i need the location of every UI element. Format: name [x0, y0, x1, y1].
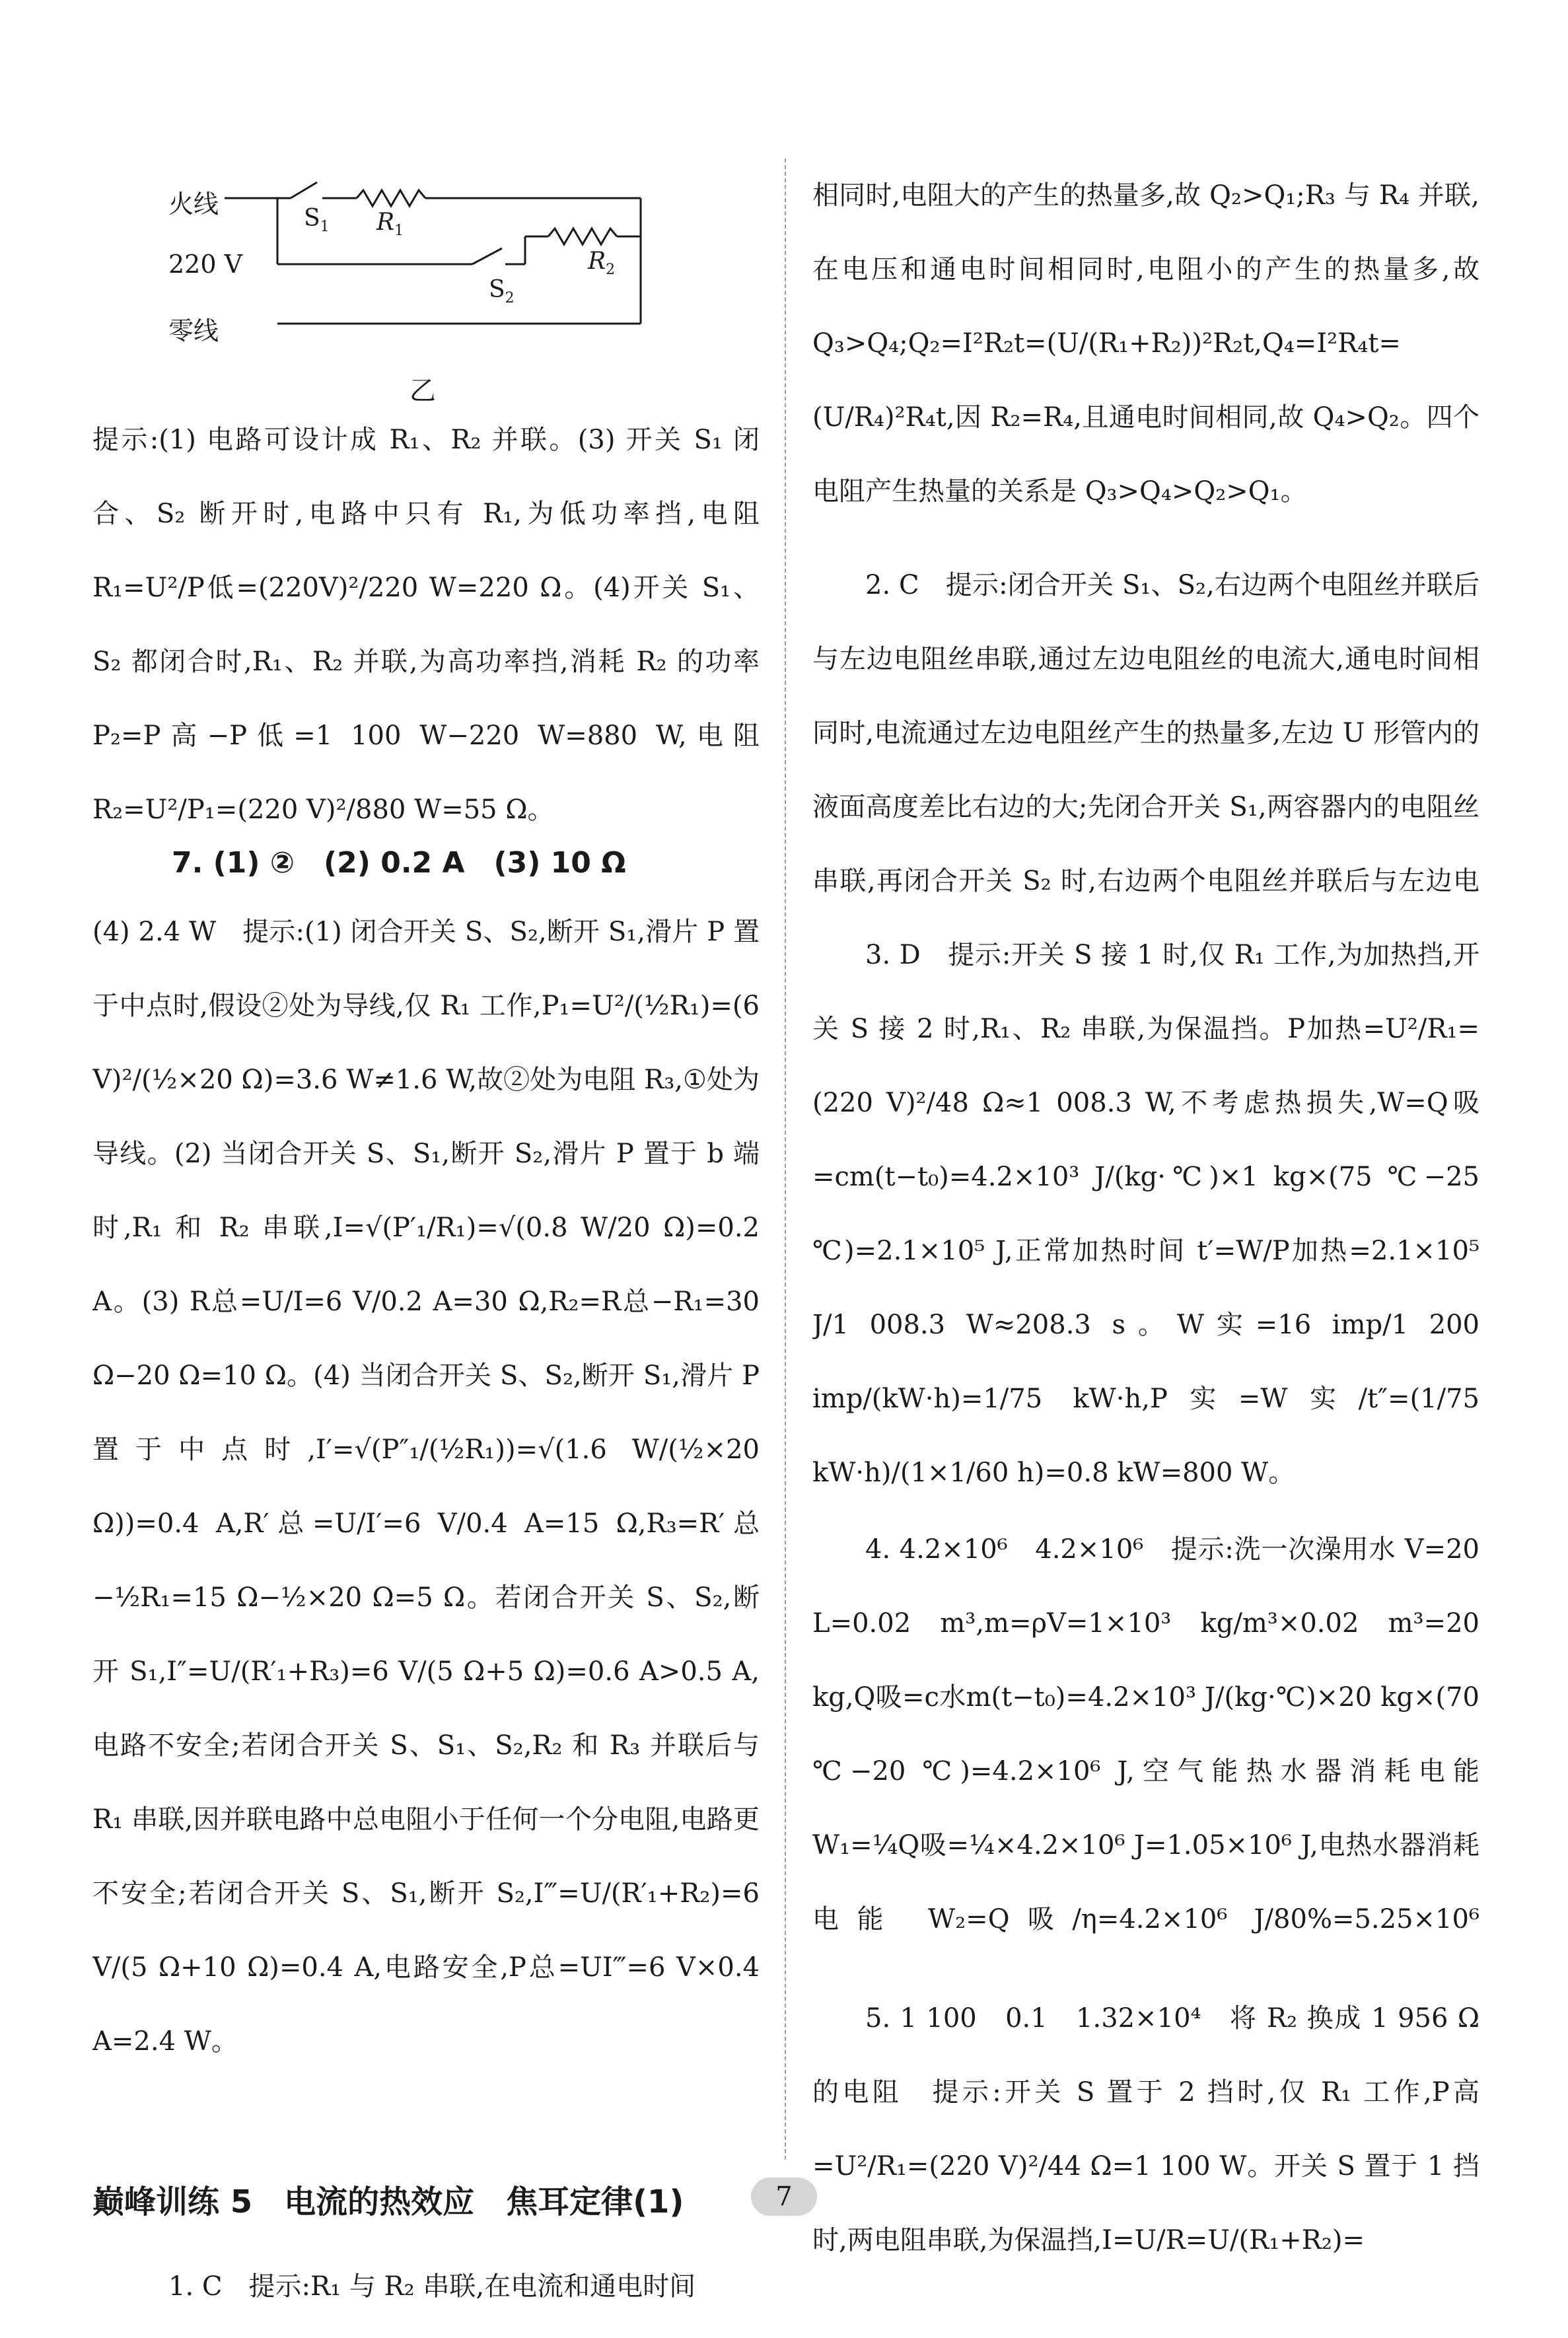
switch-s2-label: $S_2$	[489, 276, 515, 307]
neutral-wire-label: 零线	[168, 316, 219, 345]
hint-paragraph-3: 3. D 提示:开关 S 接 1 时,仅 R₁ 工作,为加热挡,开关 S 接 2 时,R₁、R₂ 串联,为保温挡。P加热=U²/R₁=(220 V)²/48 Ω≈1 008.3 W,不考虑热损失,W=Q吸=cm(t−t₀)=4.2×10³ J/(kg·℃)×1 kg×(75 ℃−25 ℃)=2.1×10⁵ J,正常加热时间 t′=W/P加热=2.1×10⁵ J/1 008.3 W≈208.3 s。W实=16 imp/1 200 imp/(kW·h)=1/75 kW·h,P实=W实/t″=(1/75 kW·h)/(1×1/60 h)=0.8 kW=800 W。	[812, 940, 1479, 1488]
switch-s1-label: $S_1$	[304, 205, 330, 236]
hint-paragraph-4: 4. 4.2×10⁶ 4.2×10⁶ 提示:洗一次澡用水 V=20 L=0.02 m³,m=ρV=1×10³ kg/m³×0.02 m³=20 kg,Q吸=c水m(t−t₀)=4.2×10³ J/(kg·℃)×20 kg×(70 ℃−20 ℃)=4.2×10⁶ J,空气能热水器消耗电能 W₁=¼Q吸=¼×4.2×10⁶ J=1.05×10⁶ J,电热水器消耗电能 W₂=Q吸/η=4.2×10⁶ J/80%=5.25×10⁶	[812, 1534, 1479, 1934]
page-number: 7	[751, 2178, 817, 2216]
hint-paragraph-1-cont: 相同时,电阻大的产生的热量多,故 Q₂>Q₁;R₃ 与 R₄ 并联,在电压和通电时间相同时,电阻小的产生的热量多,故 Q₃>Q₄;Q₂=I²R₂t=(U/(R₁+R₂))²R₂t,Q₄=I²R₄t=(U/R₄)²R₄t,因 R₂=R₄,且通电时间相同,故 Q₄>Q₂。四个电阻产生热量的关系是 Q₃>Q₄>Q₂>Q₁。	[812, 180, 1479, 507]
hint-paragraph-7: (4) 2.4 W 提示:(1) 闭合开关 S、S₂,断开 S₁,滑片 P 置于中点时,假设②处为导线,仅 R₁ 工作,P₁=U²/(½R₁)=(6 V)²/(½×20 Ω)=3.6 W≠1.6 W,故②处为电阻 R₃,①处为导线。(2) 当闭合开关 S、S₁,断开 S₂,滑片 P 置于 b 端时,R₁ 和 R₂ 串联,I=√(P′₁/R₁)=√(0.8 W/20 Ω)=0.2 A。(3) R总=U/I=6 V/0.2 A=30 Ω,R₂=R总−R₁=30 Ω−20 Ω=10 Ω。(4) 当闭合开关 S、S₂,断开 S₁,滑片 P 置于中点时,I′=√(P″₁/(½R₁))=√(1.6 W/(½×20 Ω))=0.4 A,R′总=U/I′=6 V/0.4 A=15 Ω,R₃=R′总−½R₁=15 Ω−½×20 Ω=5 Ω。若闭合开关 S、S₂,断开 S₁,I″=U/(R′₁+R₃)=6 V/(5 Ω+5 Ω)=0.6 A>0.5 A,电路不安全;若闭合开关 S、S₁、S₂,R₂ 和 R₃ 并联后与 R₁ 串联,因并联电路中总电阻小于任何一个分电阻,电路更不安全;若闭合开关 S、S₁,断开 S₂,I‴=U/(R′₁+R₂)=6 V/(5 Ω+10 Ω)=0.4 A,电路安全,P总=UI‴=6 V×0.4 A=2.4 W。	[92, 917, 760, 2057]
column-divider	[785, 159, 786, 2160]
answer-7-heading: 7. (1) ② (2) 0.2 A (3) 10 Ω	[172, 846, 626, 880]
hint-paragraph-6: 提示:(1) 电路可设计成 R₁、R₂ 并联。(3) 开关 S₁ 闭合、S₂ 断开时,电路中只有 R₁,为低功率挡,电阻 R₁=U²/P低=(220V)²/220 W=220 Ω。(4)开关 S₁、S₂ 都闭合时,R₁、R₂ 并联,为高功率挡,消耗 R₂ 的功率 P₂=P高−P低=1 100 W−220 W=880 W,电阻 R₂=U²/P₁=(220 V)²/880 W=55 Ω。	[92, 425, 768, 825]
section-heading: 巅峰训练 5 电流的热效应 焦耳定律(1)	[92, 2183, 684, 2220]
hint-paragraph-5: 5. 1 100 0.1 1.32×10⁴ 将 R₂ 换成 1 956 Ω 的电阻 提示:开关 S 置于 2 挡时,仅 R₁ 工作,P高=U²/R₁=(220 V)²/44 Ω=1 100 W。开关 S 置于 1 挡时,两电阻串联,为保温挡,I=U/R=U/(R₁+R₂)=	[812, 2003, 1479, 2255]
figure-caption: 乙	[410, 376, 436, 406]
voltage-label: 220 V	[168, 250, 243, 279]
hint-paragraph-2: 2. C 提示:闭合开关 S₁、S₂,右边两个电阻丝并联后与左边电阻丝串联,通过左边电阻丝的电流大,通电时间相同时,电流通过左边电阻丝产生的热量多,左边 U 形管内的液面高度差比右边的大;先闭合开关 S₁,两容器内的电阻丝串联,再闭合开关 S₂ 时,右边两个电阻丝并联后与左边电	[812, 570, 1479, 896]
answer-1-line: 1. C 提示:R₁ 与 R₂ 串联,在电流和通电时间	[168, 2271, 696, 2302]
live-wire-label: 火线	[168, 190, 219, 219]
resistor-r2-label: $R_2$	[588, 248, 616, 279]
resistor-r1-label: $R_1$	[376, 209, 404, 240]
